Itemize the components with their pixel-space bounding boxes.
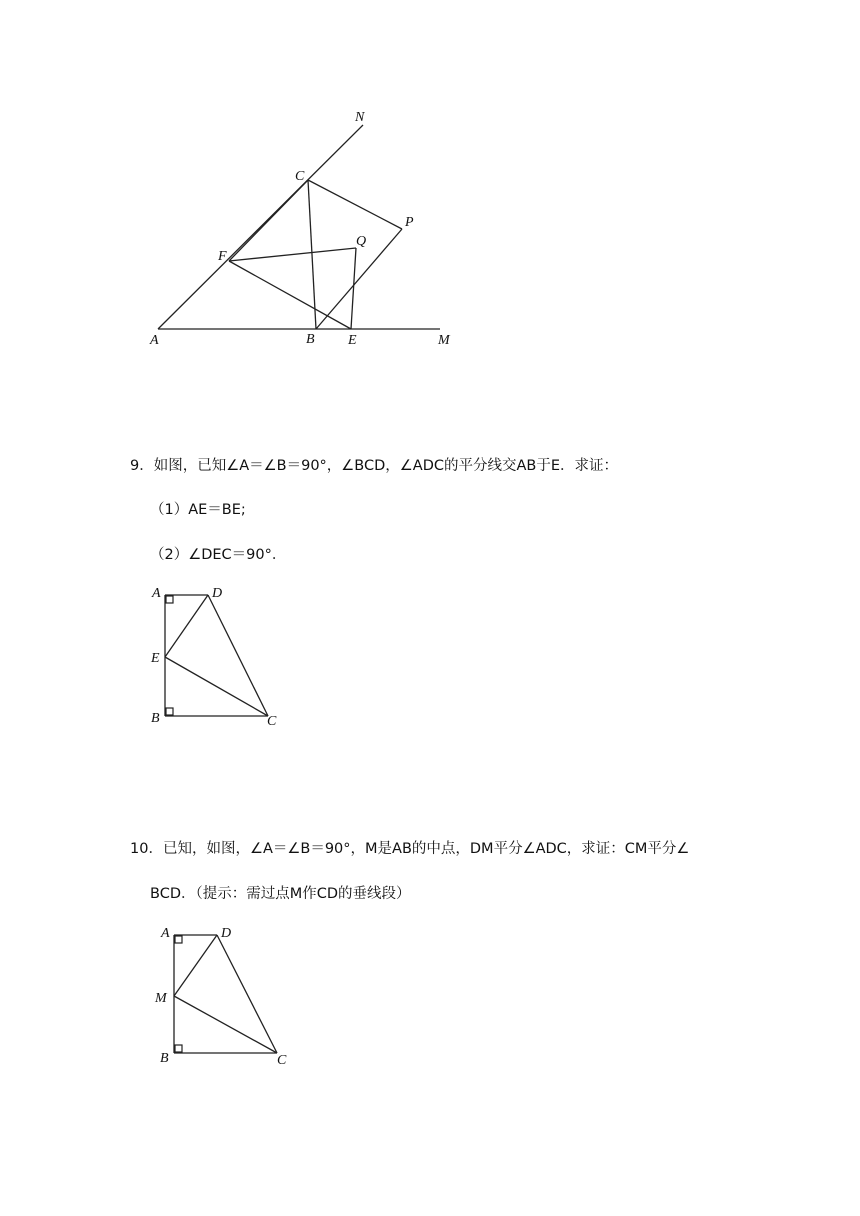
- segment-DC: [208, 595, 268, 716]
- label-A: A: [161, 926, 170, 941]
- segment-CF: [229, 180, 308, 261]
- segment-MD: [174, 935, 217, 996]
- segment-ED: [165, 595, 208, 657]
- problem-9-stem: [130, 456, 618, 476]
- label-Q: Q: [356, 234, 367, 249]
- problem-9-stem-text: 如图，已知∠A＝∠B＝90°，∠BCD，∠ADC的平分线交AB于E．求证：: [153, 458, 619, 474]
- label-E: E: [348, 333, 357, 348]
- right-angle-mark-A: [175, 936, 182, 943]
- problem-9-number: 9．: [130, 458, 154, 474]
- label-E: E: [151, 651, 160, 666]
- right-angle-mark-A: [166, 596, 173, 603]
- label-P: P: [405, 215, 414, 230]
- right-angle-mark-B: [175, 1045, 182, 1052]
- label-C: C: [277, 1053, 287, 1068]
- problem-10-stem-line-2: BCD．（提示：需过点M作CD的垂线段）: [150, 886, 411, 902]
- problem-10-stem-text: 已知，如图，∠A＝∠B＝90°，M是AB的中点，DM平分∠ADC，求证：CM平分∠: [162, 841, 690, 857]
- label-B: B: [160, 1051, 169, 1066]
- label-A: A: [150, 333, 159, 348]
- segment-QE: [351, 248, 356, 329]
- label-N: N: [355, 110, 365, 125]
- segment-MC: [174, 996, 277, 1053]
- problem-9-part-2: （2）∠DEC＝90°．: [150, 547, 287, 563]
- segment-DC: [217, 935, 277, 1053]
- right-angle-mark-B: [166, 708, 173, 715]
- label-C: C: [267, 714, 277, 729]
- segment-FE: [229, 261, 351, 329]
- ray-AN: [158, 125, 363, 329]
- label-F: F: [218, 249, 227, 264]
- label-B: B: [151, 711, 160, 726]
- label-D: D: [221, 926, 232, 941]
- segment-EC: [165, 657, 268, 716]
- figure-angle-construction: [140, 100, 470, 360]
- label-M: M: [438, 333, 450, 348]
- segment-FQ: [229, 248, 356, 261]
- figure-problem-10: [150, 918, 295, 1068]
- problem-10-stem-line-1: [130, 839, 689, 859]
- problem-10-number: 10．: [130, 841, 163, 857]
- label-C: C: [295, 169, 305, 184]
- label-M: M: [155, 991, 167, 1006]
- segment-CP: [308, 180, 402, 229]
- label-A: A: [152, 586, 161, 601]
- label-B: B: [306, 332, 315, 347]
- problem-9-part-1: （1）AE＝BE;: [150, 502, 246, 518]
- label-D: D: [212, 586, 223, 601]
- figure-problem-9: [145, 580, 285, 730]
